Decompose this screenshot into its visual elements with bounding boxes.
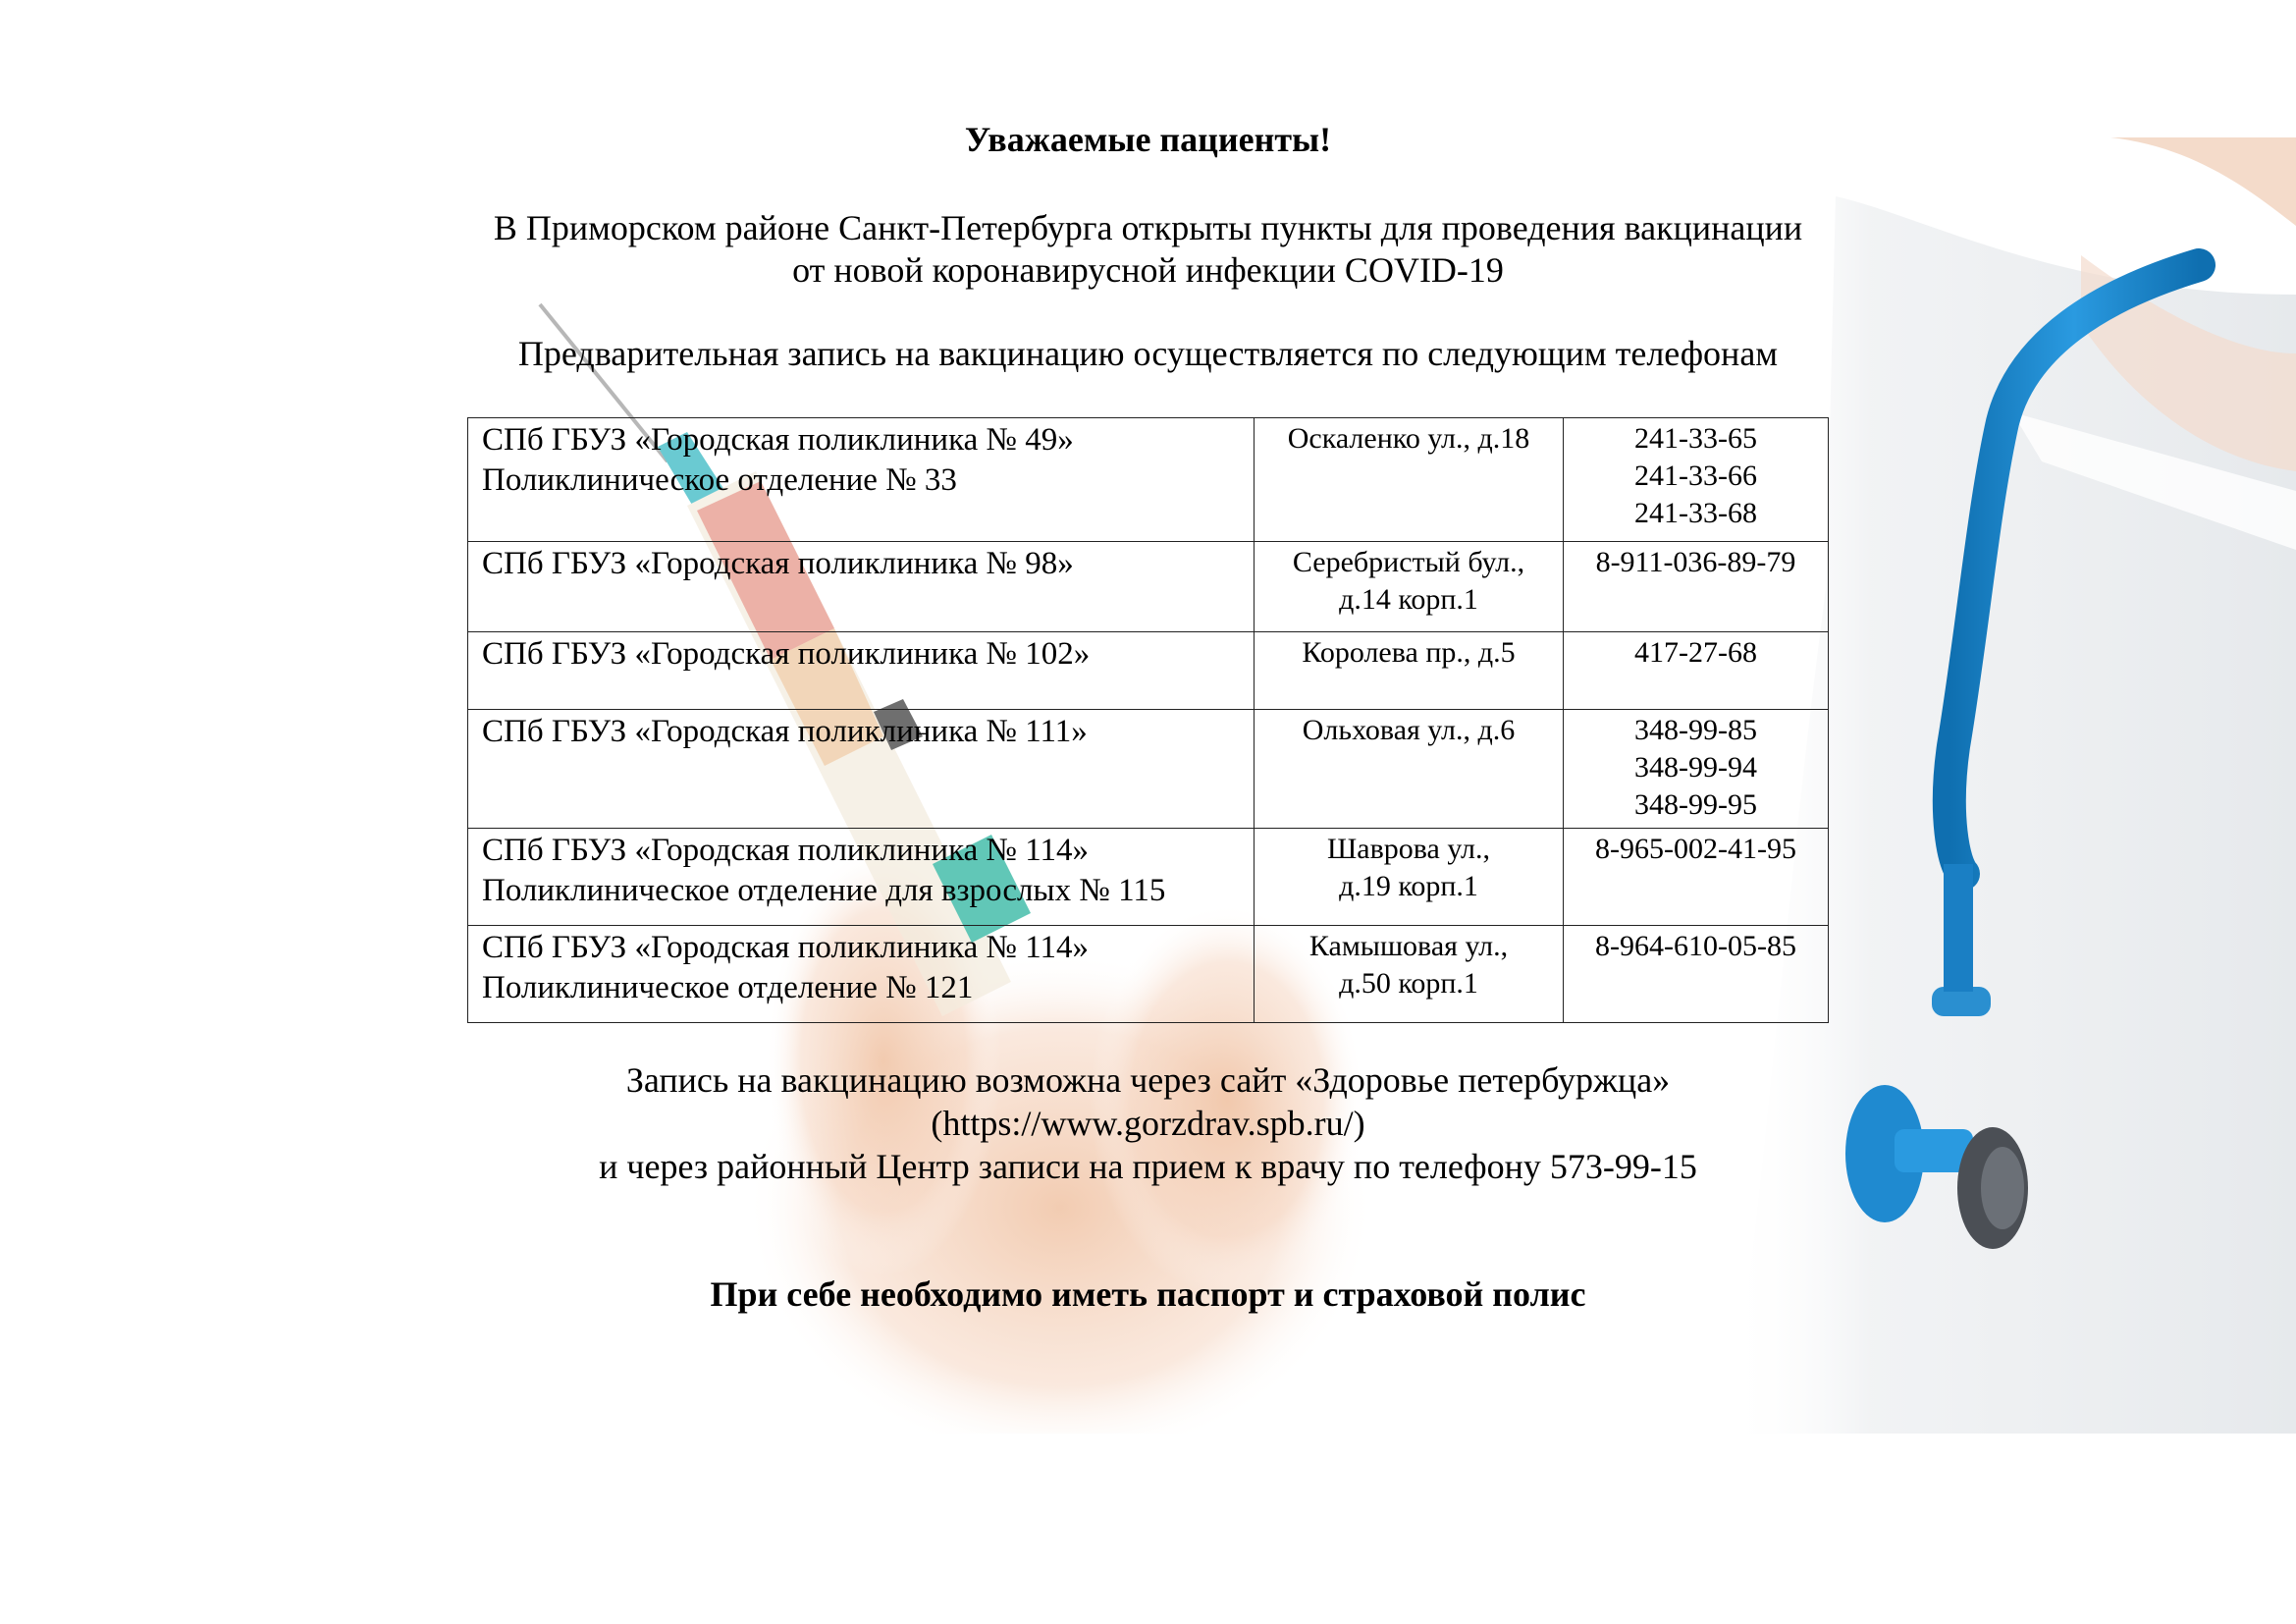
address-cell (1255, 418, 1564, 542)
clinic-name: СПб ГБУЗ «Городская поликлиника № 98» (482, 546, 1074, 581)
vaccination-points-table (467, 417, 1829, 1023)
clinic-branch: Поликлиническое отделение № 33 (482, 462, 957, 498)
clinic-name-cell (468, 418, 1255, 542)
address: Камышовая ул., (1308, 930, 1509, 962)
phone-cell (1564, 829, 1829, 926)
table-row (468, 632, 1829, 710)
address: Шаврова ул., (1327, 833, 1490, 865)
phone: 241-33-66 (1634, 460, 1757, 492)
phone: 8-911-036-89-79 (1595, 546, 1796, 578)
clinic-name: СПб ГБУЗ «Городская поликлиника № 111» (482, 714, 1088, 749)
address: д.14 корп.1 (1339, 583, 1478, 616)
table-row (468, 542, 1829, 632)
address-cell (1255, 632, 1564, 710)
intro-line-2: от новой коронавирусной инфекции COVID-19 (792, 250, 1504, 290)
clinic-name-cell (468, 632, 1255, 710)
clinic-name-cell (468, 926, 1255, 1023)
intro-line-1: В Приморском районе Санкт-Петербурга открыты пункты для проведения вакцинации (493, 208, 1803, 247)
clinic-name: СПб ГБУЗ «Городская поликлиника № 114» (482, 930, 1090, 965)
clinic-name: СПб ГБУЗ «Городская поликлиника № 114» (482, 833, 1090, 868)
clinic-name: СПб ГБУЗ «Городская поликлиника № 49» (482, 422, 1074, 458)
table-row (468, 710, 1829, 829)
address: Серебристый бул., (1292, 546, 1525, 578)
table-row (468, 926, 1829, 1023)
address: д.50 корп.1 (1339, 967, 1478, 1000)
address: Королева пр., д.5 (1302, 636, 1516, 669)
online-booking-url[interactable]: (https://www.gorzdrav.spb.ru/) (931, 1104, 1365, 1143)
address: Оскаленко ул., д.18 (1287, 422, 1530, 455)
address-cell (1255, 710, 1564, 829)
clinic-name-cell (468, 829, 1255, 926)
phone-cell (1564, 926, 1829, 1023)
phones-intro: Предварительная запись на вакцинацию осуществляется по следующим телефонам (517, 334, 1779, 373)
address-cell (1255, 926, 1564, 1023)
clinic-name: СПб ГБУЗ «Городская поликлиника № 102» (482, 636, 1091, 672)
phone-cell (1564, 542, 1829, 632)
phone: 417-27-68 (1634, 636, 1757, 669)
page-title: Уважаемые пациенты! (964, 120, 1332, 159)
address-cell (1255, 829, 1564, 926)
clinic-name-cell (468, 542, 1255, 632)
address: Ольховая ул., д.6 (1302, 714, 1516, 746)
phone-cell (1564, 418, 1829, 542)
phone: 241-33-65 (1634, 422, 1757, 455)
phone: 8-964-610-05-85 (1595, 930, 1796, 962)
phone: 348-99-95 (1634, 788, 1757, 821)
phone: 241-33-68 (1634, 497, 1757, 529)
documents-note: При себе необходимо иметь паспорт и страховой полис (710, 1274, 1586, 1314)
address-cell (1255, 542, 1564, 632)
clinic-branch: Поликлиническое отделение для взрослых № 115 (482, 873, 1166, 908)
address: д.19 корп.1 (1339, 870, 1478, 902)
phone: 348-99-94 (1634, 751, 1757, 784)
call-center-line: и через районный Центр записи на прием к врачу по телефону 573-99-15 (599, 1147, 1697, 1186)
clinic-branch: Поликлиническое отделение № 121 (482, 970, 974, 1005)
phone-cell (1564, 710, 1829, 829)
phone: 348-99-85 (1634, 714, 1757, 746)
table-row (468, 829, 1829, 926)
phone: 8-965-002-41-95 (1595, 833, 1796, 865)
clinic-name-cell (468, 710, 1255, 829)
online-booking-line-1: Запись на вакцинацию возможна через сайт «Здоровье петербуржца» (625, 1060, 1671, 1100)
phone-cell (1564, 632, 1829, 710)
table-row (468, 418, 1829, 542)
